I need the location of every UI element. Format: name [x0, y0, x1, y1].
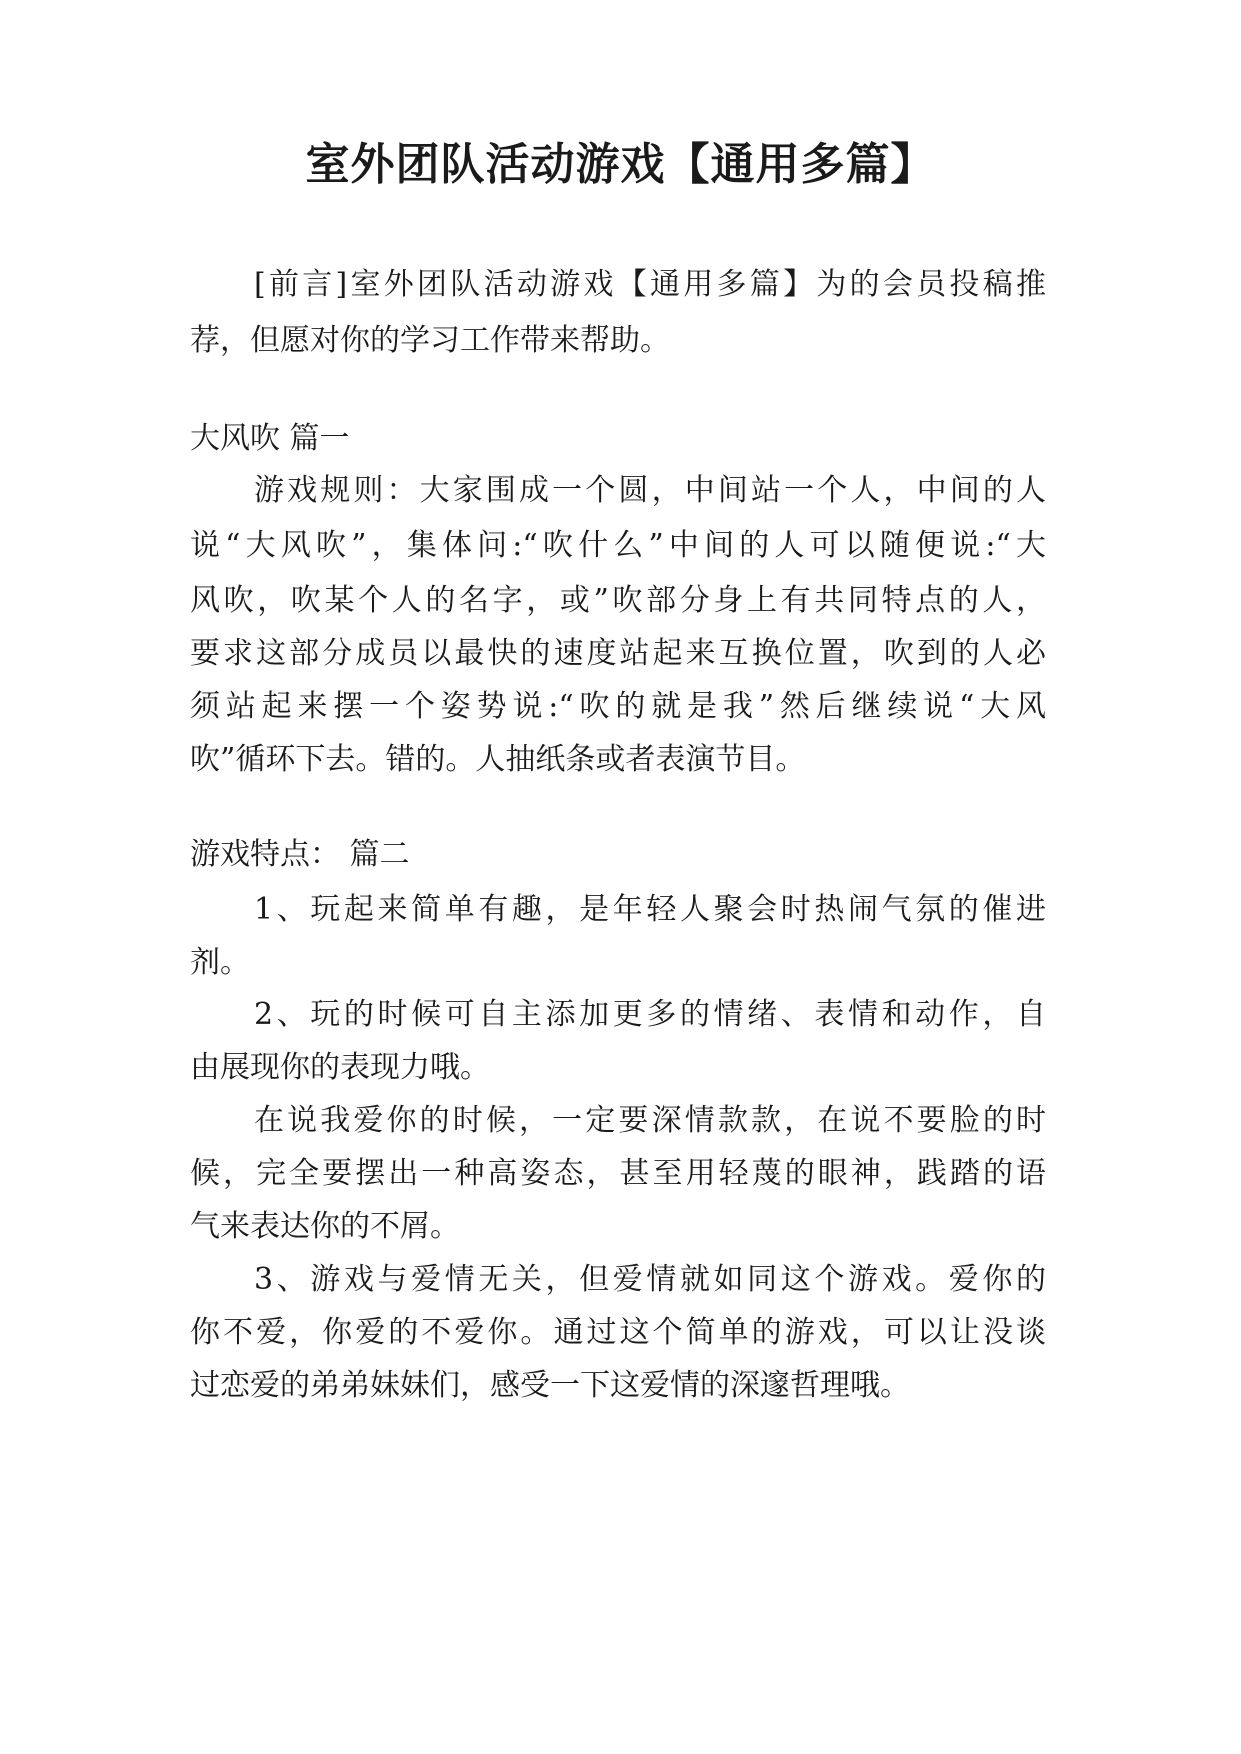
section-1-line-3: 风吹，吹某个人的名字，或”吹部分身上有共同特点的人，	[190, 583, 1046, 618]
section-2-p4-line-3: 过恋爱的弟弟妹妹们，感受一下这爱情的深邃哲理哦。	[190, 1368, 910, 1403]
section-2-heading: 游戏特点： 篇二	[190, 837, 410, 872]
section-2-p3-line-3: 气来表达你的不屑。	[190, 1209, 460, 1244]
section-2-p4-line-2: 你不爱，你爱的不爱你。通过这个简单的游戏，可以让没谈	[190, 1315, 1046, 1350]
section-1-line-2: 说“大风吹”，集体问:“吹什么”中间的人可以随便说:“大	[190, 528, 1046, 563]
section-2-p1-line-1: 1、玩起来简单有趣，是年轻人聚会时热闹气氛的催进	[254, 892, 1046, 927]
section-1-line-5: 须站起来摆一个姿势说:“吹的就是我”然后继续说“大风	[190, 689, 1046, 724]
section-2-p4-line-1: 3、游戏与爱情无关，但爱情就如同这个游戏。爱你的	[254, 1262, 1046, 1297]
section-2-p2-line-2: 由展现你的表现力哦。	[190, 1050, 490, 1085]
section-1-line-6: 吹”循环下去。错的。人抽纸条或者表演节目。	[190, 742, 806, 777]
preface-line-2: 荐，但愿对你的学习工作带来帮助。	[190, 323, 670, 358]
section-1-heading: 大风吹 篇一	[190, 421, 350, 456]
section-2-p1-line-2: 剂。	[190, 945, 250, 980]
section-2-p2-line-1: 2、玩的时候可自主添加更多的情绪、表情和动作，自	[254, 997, 1046, 1032]
section-1-line-1: 游戏规则：大家围成一个圆，中间站一个人，中间的人	[254, 473, 1046, 508]
section-2-p3-line-1: 在说我爱你的时候，一定要深情款款，在说不要脸的时	[254, 1103, 1046, 1138]
section-2-p3-line-2: 候，完全要摆出一种高姿态，甚至用轻蔑的眼神，践踏的语	[190, 1156, 1046, 1191]
section-1-line-4: 要求这部分成员以最快的速度站起来互换位置，吹到的人必	[190, 636, 1046, 671]
document-title: 室外团队活动游戏【通用多篇】	[305, 139, 936, 190]
preface-line-1: [前言]室外团队活动游戏【通用多篇】为的会员投稿推	[254, 267, 1046, 302]
